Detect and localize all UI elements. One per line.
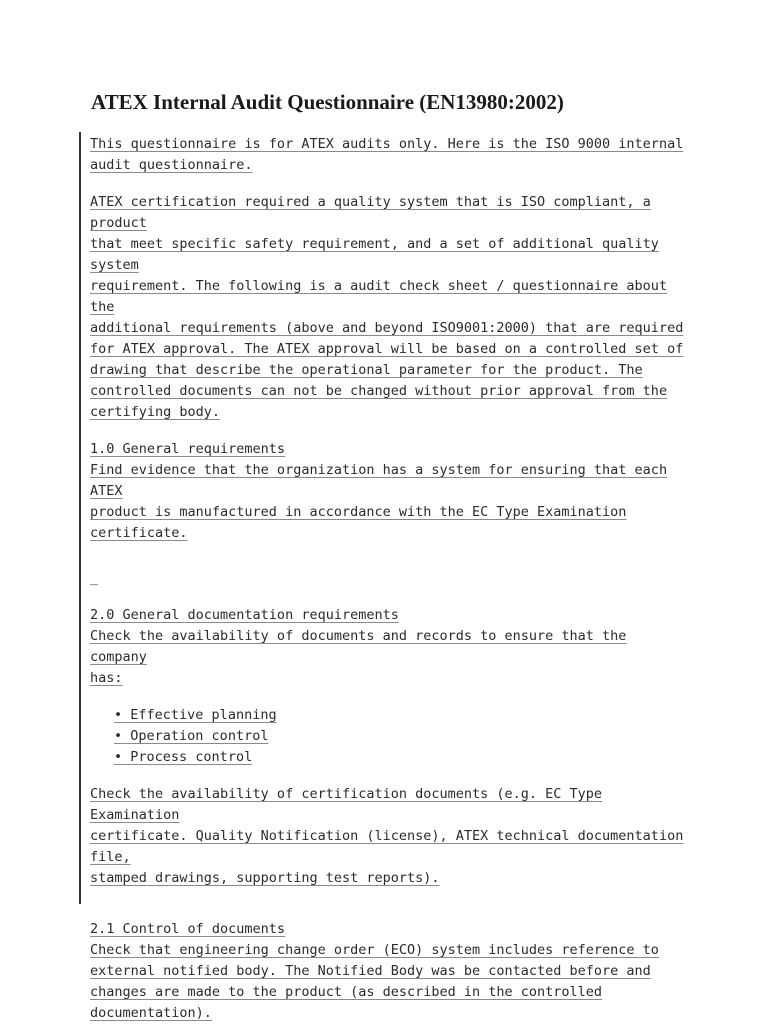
bullet-icon: • <box>114 707 123 723</box>
documentation-bullet-list <box>90 705 690 768</box>
section-2-1-control-of-documents <box>90 919 690 1024</box>
section-line: Find evidence that the organization has a system for ensuring that each ATEX <box>90 462 668 499</box>
page-title: ATEX Internal Audit Questionnaire (EN13980:2002) <box>91 90 564 114</box>
section-line: stamped drawings, supporting test reports). <box>90 870 440 886</box>
description-line: requirement. The following is a audit check sheet / questionnaire about the <box>90 278 668 315</box>
section-line: external notified body. The Notified Body was be contacted before and <box>90 963 651 979</box>
section-heading: 2.1 Control of documents <box>90 921 286 937</box>
section-heading: 1.0 General requirements <box>90 441 286 457</box>
bullet-text: Effective planning <box>130 707 277 723</box>
intro-paragraph <box>90 134 690 176</box>
section-line: certificate. <box>90 525 188 541</box>
list-item <box>114 726 690 747</box>
section-line: has: <box>90 670 123 686</box>
section-1-general-requirements <box>90 439 690 544</box>
description-line: additional requirements (above and beyond ISO9001:2000) that are required <box>90 320 684 336</box>
section-line: Check the availability of documents and records to ensure that the company <box>90 628 627 665</box>
spacer-mark: _ <box>90 570 99 586</box>
section-line: Check that engineering change order (ECO) system includes reference to <box>90 942 659 958</box>
description-line: for ATEX approval. The ATEX approval will be based on a controlled set of <box>90 341 684 357</box>
bullet-icon: • <box>114 749 123 765</box>
bullet-icon: • <box>114 728 123 744</box>
section-2-documentation-requirements <box>90 605 690 689</box>
section-line: changes are made to the product (as described in the controlled <box>90 984 603 1000</box>
description-line: certifying body. <box>90 404 221 420</box>
document-body <box>90 134 690 1024</box>
list-item <box>114 705 690 726</box>
certification-documents-paragraph <box>90 784 690 889</box>
section-line: certificate. Quality Notification (license), ATEX technical documentation file, <box>90 828 684 865</box>
left-margin-rule <box>79 132 81 904</box>
section-heading: 2.0 General documentation requirements <box>90 607 399 623</box>
description-paragraph <box>90 192 690 423</box>
intro-line: audit questionnaire. <box>90 157 253 173</box>
description-line: ATEX certification required a quality system that is ISO compliant, a product <box>90 194 651 231</box>
description-line: controlled documents can not be changed without prior approval from the <box>90 383 668 399</box>
description-line: drawing that describe the operational parameter for the product. The <box>90 362 643 378</box>
section-line: Check the availability of certification documents (e.g. EC Type Examination <box>90 786 603 823</box>
list-item <box>114 747 690 768</box>
intro-line: This questionnaire is for ATEX audits only. Here is the ISO 9000 internal <box>90 136 684 152</box>
section-line: documentation). <box>90 1005 212 1021</box>
section-line: product is manufactured in accordance with the EC Type Examination <box>90 504 627 520</box>
description-line: that meet specific safety requirement, and a set of additional quality system <box>90 236 659 273</box>
bullet-text: Operation control <box>130 728 269 744</box>
bullet-text: Process control <box>130 749 253 765</box>
